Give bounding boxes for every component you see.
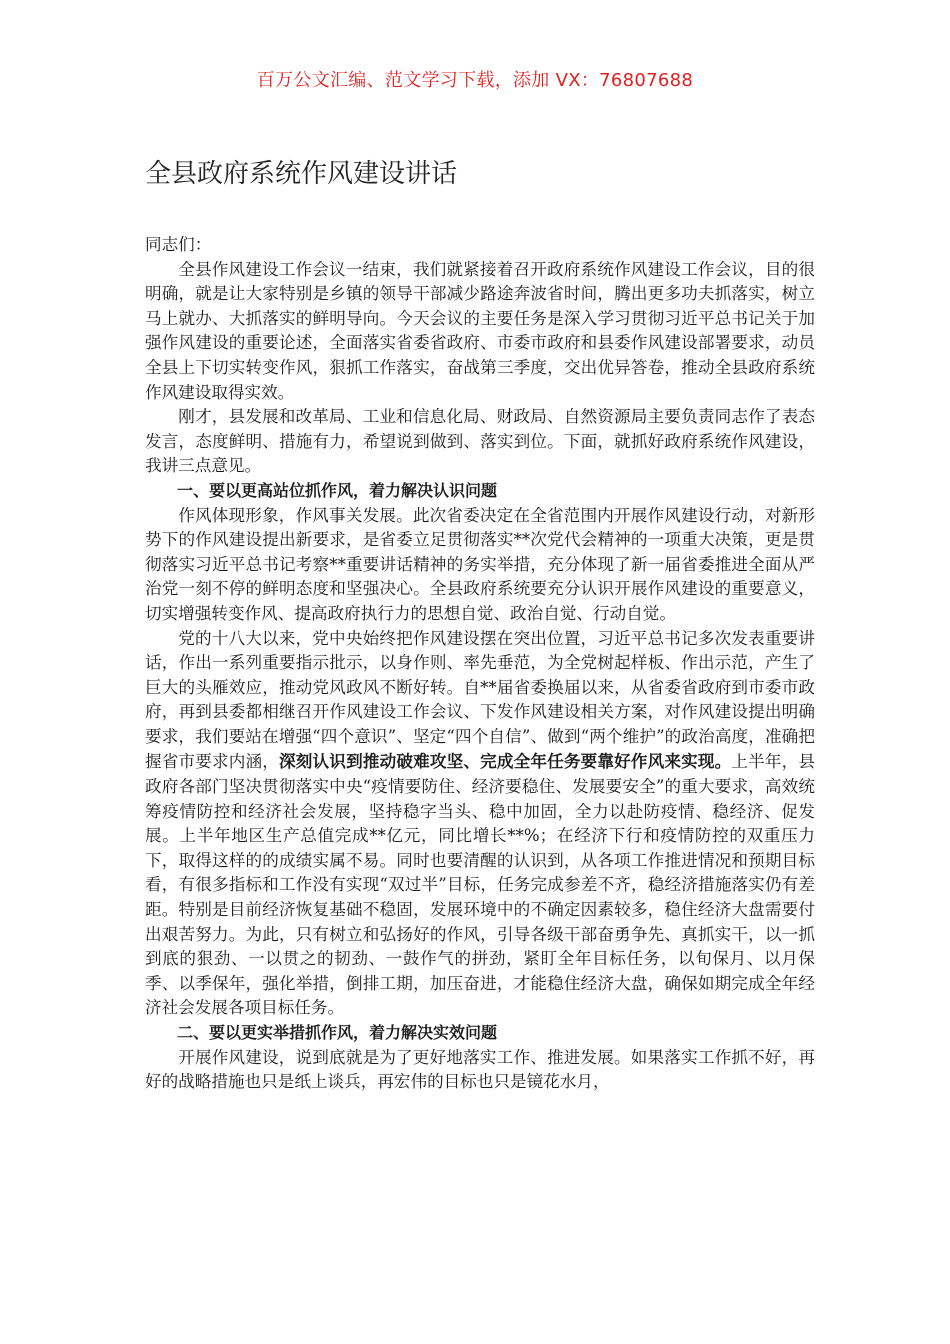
paragraph-3: 作风体现形象，作风事关发展。此次省委决定在全省范围内开展作风建设行动，对新形势下的作风建设提出新要求，是省委立足贯彻落实**次党代会精神的一项重大决策，更是贯彻落实习近平总书记考察**重要讲话精神的务实举措，充分体现了新一届省委推进全面从严治党一刻不停的鲜明态度和坚强决心。全县政府系统要充分认识开展作风建设的重要意义，切实增强转变作风、提高政府执行力的思想自觉、政治自觉、行动自觉。 (145, 505, 815, 623)
paragraph-4 (145, 627, 815, 1022)
document-body (145, 233, 815, 1095)
paragraph-2: 刚才，县发展和改革局、工业和信息化局、财政局、自然资源局主要负责同志作了表态发言，态度鲜明、措施有力，希望说到做到、落实到位。下面，就抓好政府系统作风建设，我讲三点意见。 (145, 407, 815, 476)
document-title: 全县政府系统作风建设讲话 (145, 159, 458, 189)
salutation: 同志们： (145, 235, 212, 254)
paragraph-5: 开展作风建设，说到底就是为了更好地落实工作、推进发展。如果落实工作抓不好，再好的战略措施也只是纸上谈兵，再宏伟的目标也只是镜花水月， (145, 1047, 815, 1092)
paragraph-4-emphasis: 深刻认识到推动破难攻坚、完成全年任务要靠好作风来实现。 (279, 751, 732, 772)
section-heading-1: 一、要以更高站位抓作风，着力解决认识问题 (177, 480, 498, 500)
section-heading-2: 二、要以更实举措抓作风，着力解决实效问题 (177, 1023, 498, 1042)
paragraph-4-text-a: 党的十八大以来，党中央始终把作风建设摆在突出位置，习近平总书记多次发表重要讲话，作出一系列重要指示批示，以身作则、率先垂范，为全党树起样板、作出示范，产生了巨大的头雁效应，推动党风政风不断好转。自**届省委换届以来，从省委省政府到市委市政府，再到县委都相继召开作风建设工作会议、下发作风建设相关方案，对作风建设提出明确要求，我们要站在增强“四个意识”、坚定“四个自信”、做到“两个维护”的政治高度，准确把握省市要求内涵， (145, 628, 815, 772)
paragraph-4-text-b: 上半年，县政府各部门坚决贯彻落实中央“疫情要防住、经济要稳住、发展要安全”的重大要求，高效统筹疫情防控和经济社会发展，坚持稳字当头、稳中加固，全力以赴防疫情、稳经济、促发展。上半年地区生产总值完成**亿元，同比增长**%；在经济下行和疫情防控的双重压力下，取得这样的的成绩实属不易。同时也要清醒的认识到，从各项工作推进情况和预期目标看，有很多指标和工作没有实现“双过半”目标，任务完成参差不齐，稳经济措施落实仍有差距。特别是目前经济恢复基础不稳固，发展环境中的不确定因素较多，稳住经济大盘需要付出艰苦努力。为此，只有树立和弘扬好的作风，引导各级干部奋勇争先、真抓实干，以一抓到底的狠劲、一以贯之的韧劲、一鼓作气的拼劲，紧盯全年目标任务，以旬保月、以月保季、以季保年，强化举措，倒排工期，加压奋进，才能稳住经济大盘，确保如期完成全年经济社会发展各项目标任务。 (145, 752, 816, 1018)
watermark-banner: 百万公文汇编、范文学习下载，添加 VX：76807688 (256, 70, 694, 91)
paragraph-1: 全县作风建设工作会议一结束，我们就紧接着召开政府系统作风建设工作会议，目的很明确，就是让大家特别是乡镇的领导干部减少路途奔波省时间，腾出更多功夫抓落实，树立马上就办、大抓落实的鲜明导向。今天会议的主要任务是深入学习贯彻习近平总书记关于加强作风建设的重要论述，全面落实省委省政府、市委市政府和县委作风建设部署要求，动员全县上下切实转变作风，狠抓工作落实，奋战第三季度，交出优异答卷，推动全县政府系统作风建设取得实效。 (145, 259, 815, 402)
